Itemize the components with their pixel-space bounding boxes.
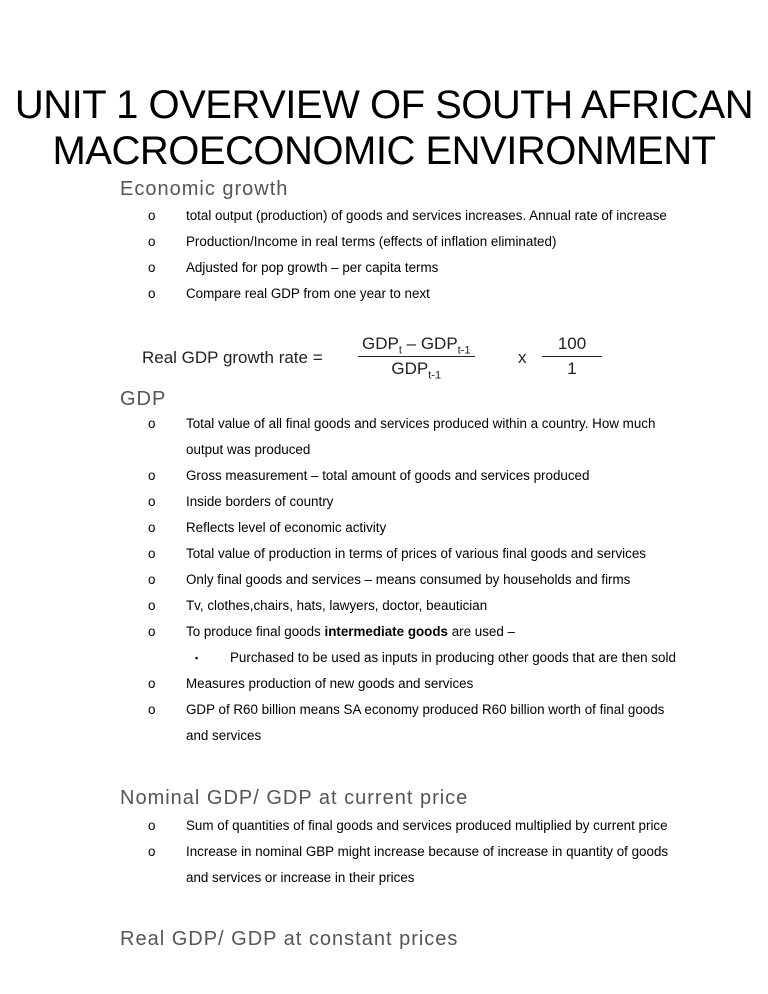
heading-nominal-gdp: Nominal GDP/ GDP at current price bbox=[120, 787, 469, 809]
list-item bbox=[148, 593, 688, 619]
list-item bbox=[148, 813, 688, 839]
item-text: Total value of all final goods and services produced within a country. How much output was produced bbox=[186, 416, 656, 457]
bullet-marker: o bbox=[148, 234, 156, 249]
economic-growth-list bbox=[148, 203, 688, 307]
bullet-marker: o bbox=[148, 572, 156, 587]
item-text: Adjusted for pop growth – per capita terms bbox=[186, 260, 439, 275]
formula-fraction-100 bbox=[542, 334, 602, 379]
list-item bbox=[148, 671, 688, 697]
title-line-2: MACROECONOMIC ENVIRONMENT bbox=[52, 129, 716, 173]
list-item bbox=[148, 839, 688, 891]
item-text: Purchased to be used as inputs in producing other goods that are then sold bbox=[230, 650, 676, 665]
title-line-1: UNIT 1 OVERVIEW OF SOUTH AFRICAN bbox=[14, 83, 754, 127]
list-item bbox=[148, 229, 688, 255]
nominal-gdp-list bbox=[148, 813, 688, 891]
item-text: Compare real GDP from one year to next bbox=[186, 286, 430, 301]
formula-lhs: Real GDP growth rate = bbox=[142, 348, 323, 367]
item-text: Tv, clothes,chairs, hats, lawyers, doctor, beautician bbox=[186, 598, 488, 613]
item-text: Only final goods and services – means consumed by households and firms bbox=[186, 572, 631, 587]
list-item bbox=[148, 515, 688, 541]
list-item bbox=[148, 697, 688, 749]
formula-100: 100 bbox=[542, 334, 602, 357]
bullet-marker: o bbox=[148, 598, 156, 613]
bullet-marker: o bbox=[148, 520, 156, 535]
bullet-marker: o bbox=[148, 624, 156, 639]
bullet-marker: o bbox=[148, 286, 156, 301]
bullet-marker: o bbox=[148, 468, 156, 483]
list-item bbox=[148, 567, 688, 593]
item-text: Reflects level of economic activity bbox=[186, 520, 387, 535]
gdp-growth-formula bbox=[140, 334, 700, 382]
bullet-marker: o bbox=[148, 844, 156, 859]
list-item bbox=[148, 489, 688, 515]
item-text: Inside borders of country bbox=[186, 494, 334, 509]
formula-1: 1 bbox=[567, 359, 577, 378]
bullet-marker: o bbox=[148, 546, 156, 561]
bullet-marker: o bbox=[148, 208, 156, 223]
bullet-marker: o bbox=[148, 818, 156, 833]
item-text: Production/Income in real terms (effects of inflation eliminated) bbox=[186, 234, 557, 249]
gdp-list bbox=[148, 411, 688, 749]
list-item bbox=[148, 463, 688, 489]
item-text: GDP of R60 billion means SA economy produced R60 billion worth of final goods and services bbox=[186, 702, 665, 743]
heading-gdp: GDP bbox=[120, 388, 167, 410]
item-text: Increase in nominal GBP might increase because of increase in quantity of goods and services or increase in their prices bbox=[186, 844, 669, 885]
bullet-marker: o bbox=[148, 260, 156, 275]
sub-list-item bbox=[148, 645, 688, 671]
item-text-after: are used – bbox=[447, 624, 515, 639]
item-text: Measures production of new goods and services bbox=[186, 676, 474, 691]
formula-numerator: $GDP_t - GDP_{t-1}$ bbox=[358, 334, 475, 357]
formula-fraction bbox=[358, 334, 475, 382]
bullet-marker: o bbox=[148, 416, 156, 431]
list-item bbox=[148, 619, 688, 645]
list-item bbox=[148, 541, 688, 567]
formula-times: x bbox=[518, 348, 527, 367]
item-text: Gross measurement – total amount of goods and services produced bbox=[186, 468, 590, 483]
document-title bbox=[0, 82, 768, 174]
bold-term: intermediate goods bbox=[324, 624, 448, 639]
list-item bbox=[148, 255, 688, 281]
bullet-marker: o bbox=[148, 494, 156, 509]
heading-economic-growth: Economic growth bbox=[120, 178, 289, 200]
list-item bbox=[148, 203, 688, 229]
square-marker: ▪ bbox=[195, 653, 199, 663]
item-text: Sum of quantities of final goods and services produced multiplied by current price bbox=[186, 818, 668, 833]
list-item bbox=[148, 411, 688, 463]
bullet-marker: o bbox=[148, 676, 156, 691]
item-text: To produce final goods bbox=[186, 624, 325, 639]
item-text: Total value of production in terms of prices of various final goods and services bbox=[186, 546, 646, 561]
list-item bbox=[148, 281, 688, 307]
heading-real-gdp: Real GDP/ GDP at constant prices bbox=[120, 928, 459, 950]
item-text: total output (production) of goods and services increases. Annual rate of increase bbox=[186, 208, 667, 223]
formula-denominator: $GDP_{t-1}$ bbox=[391, 359, 442, 382]
bullet-marker: o bbox=[148, 702, 156, 717]
